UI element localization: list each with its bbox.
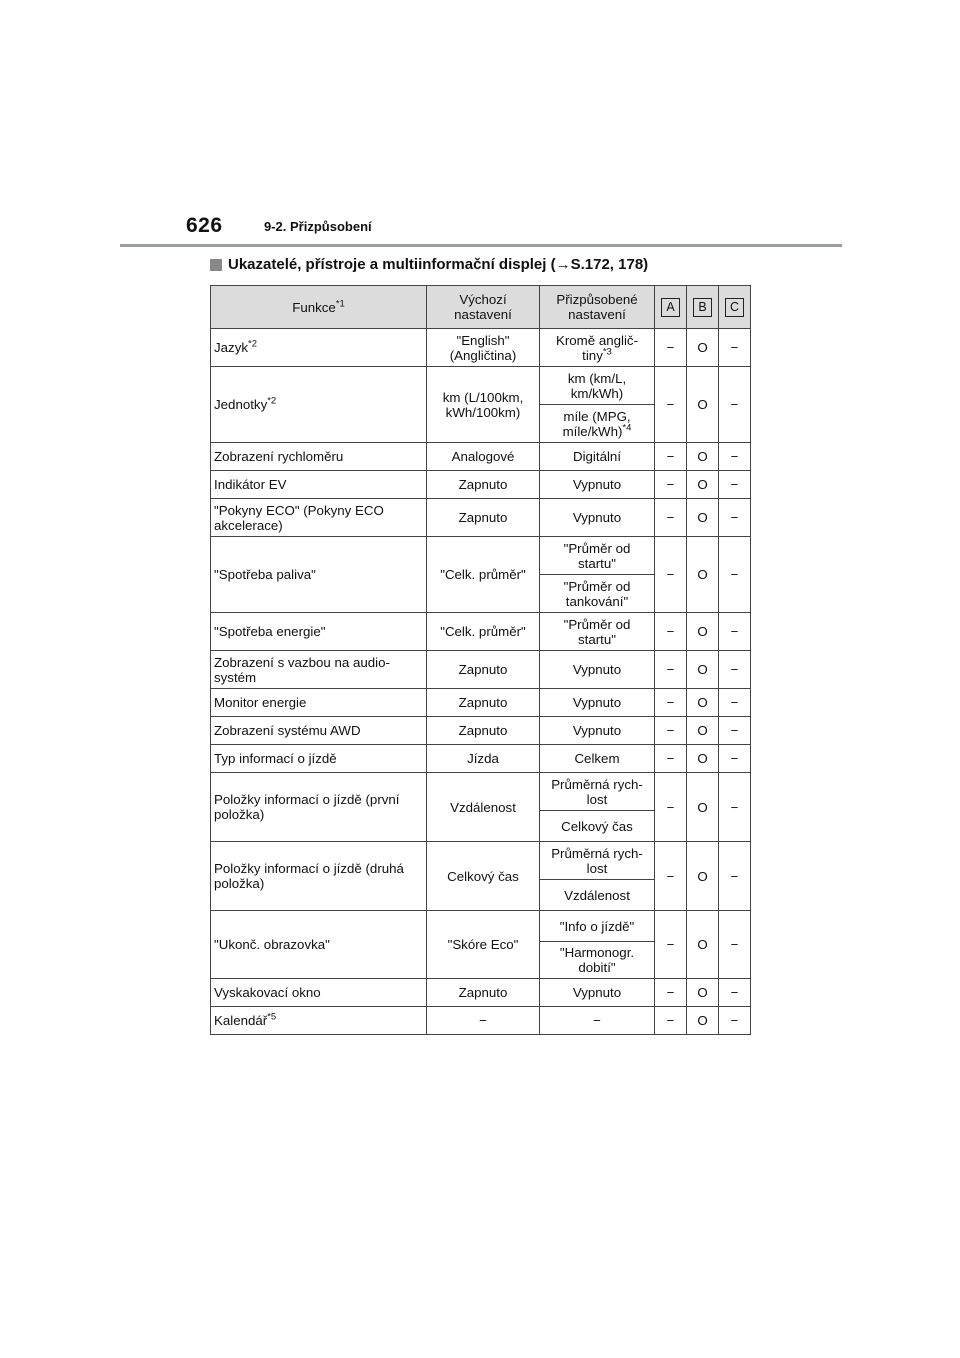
function-cell: Zobrazení systému AWD xyxy=(211,717,427,745)
table-row xyxy=(211,689,751,717)
mark-a: − xyxy=(655,499,687,537)
custom-cell: Vypnuto xyxy=(540,717,655,745)
header-c xyxy=(719,286,751,329)
heading-reference: →S.172, 178) xyxy=(555,256,649,273)
function-cell: Monitor energie xyxy=(211,689,427,717)
table-row xyxy=(211,745,751,773)
custom-cell: míle (MPG, míle/kWh)$^{*4}$ xyxy=(540,405,655,443)
function-cell: Kalendář$^{*5}$ xyxy=(211,1007,427,1035)
header-custom: Přizpůsobené nastavení xyxy=(540,286,655,329)
mark-b: O xyxy=(687,911,719,979)
default-cell: − xyxy=(427,1007,540,1035)
header-b xyxy=(687,286,719,329)
default-cell: Jízda xyxy=(427,745,540,773)
mark-a: − xyxy=(655,773,687,842)
table-row xyxy=(211,911,751,942)
mark-b: O xyxy=(687,745,719,773)
header-function: Funkce$^{*1}$ xyxy=(211,286,427,329)
function-cell: "Ukonč. obrazovka" xyxy=(211,911,427,979)
custom-cell: Celkem xyxy=(540,745,655,773)
custom-cell: Digitální xyxy=(540,443,655,471)
function-cell: Vyskakovací okno xyxy=(211,979,427,1007)
table-row xyxy=(211,842,751,880)
mark-c: − xyxy=(719,443,751,471)
mark-b: O xyxy=(687,842,719,911)
bullet-square-icon xyxy=(210,259,222,271)
function-cell: Položky informací o jízdě (druhá položka) xyxy=(211,842,427,911)
header-default: Výchozí nastavení xyxy=(427,286,540,329)
function-cell: Zobrazení s vazbou na audio-systém xyxy=(211,651,427,689)
mark-a: − xyxy=(655,537,687,613)
table-row xyxy=(211,613,751,651)
default-cell: "English" (Angličtina) xyxy=(427,329,540,367)
custom-cell: Vypnuto xyxy=(540,499,655,537)
mark-b: O xyxy=(687,717,719,745)
mark-c: − xyxy=(719,717,751,745)
c-label-icon: C xyxy=(725,298,744,317)
custom-cell: − xyxy=(540,1007,655,1035)
custom-cell: Průměrná rych-lost xyxy=(540,773,655,811)
table-row xyxy=(211,1007,751,1035)
custom-cell: Průměrná rych-lost xyxy=(540,842,655,880)
mark-a: − xyxy=(655,1007,687,1035)
table-row xyxy=(211,367,751,405)
function-cell: Jednotky$^{*2}$ xyxy=(211,367,427,443)
mark-a: − xyxy=(655,745,687,773)
mark-c: − xyxy=(719,613,751,651)
custom-cell: "Průměr od startu" xyxy=(540,537,655,575)
mark-a: − xyxy=(655,979,687,1007)
subsection-heading xyxy=(210,256,648,273)
custom-cell: Celkový čas xyxy=(540,811,655,842)
custom-cell: Vypnuto xyxy=(540,979,655,1007)
table-row xyxy=(211,773,751,811)
mark-c: − xyxy=(719,651,751,689)
a-label-icon: A xyxy=(661,298,680,317)
default-cell: Analogové xyxy=(427,443,540,471)
mark-b: O xyxy=(687,537,719,613)
mark-a: − xyxy=(655,911,687,979)
default-cell: km (L/100km, kWh/100km) xyxy=(427,367,540,443)
custom-cell: Vypnuto xyxy=(540,689,655,717)
custom-cell: "Průměr od startu" xyxy=(540,613,655,651)
mark-c: − xyxy=(719,367,751,443)
mark-c: − xyxy=(719,329,751,367)
default-cell: Zapnuto xyxy=(427,689,540,717)
mark-a: − xyxy=(655,689,687,717)
mark-a: − xyxy=(655,651,687,689)
mark-b: O xyxy=(687,329,719,367)
table-row xyxy=(211,717,751,745)
mark-c: − xyxy=(719,689,751,717)
mark-b: O xyxy=(687,367,719,443)
table-row xyxy=(211,651,751,689)
custom-cell: km (km/L, km/kWh) xyxy=(540,367,655,405)
mark-c: − xyxy=(719,911,751,979)
heading-text: Ukazatelé, přístroje a multiinformační displej ( xyxy=(228,256,556,273)
header-a xyxy=(655,286,687,329)
default-cell: Zapnuto xyxy=(427,717,540,745)
mark-c: − xyxy=(719,979,751,1007)
mark-b: O xyxy=(687,979,719,1007)
default-cell: "Celk. průměr" xyxy=(427,613,540,651)
custom-cell: "Harmonogr. dobití" xyxy=(540,942,655,979)
mark-a: − xyxy=(655,717,687,745)
mark-a: − xyxy=(655,471,687,499)
default-cell: Zapnuto xyxy=(427,979,540,1007)
mark-c: − xyxy=(719,842,751,911)
default-cell: Zapnuto xyxy=(427,471,540,499)
mark-c: − xyxy=(719,1007,751,1035)
mark-c: − xyxy=(719,471,751,499)
mark-b: O xyxy=(687,613,719,651)
mark-a: − xyxy=(655,443,687,471)
custom-cell: "Info o jízdě" xyxy=(540,911,655,942)
table-row xyxy=(211,471,751,499)
default-cell: Celkový čas xyxy=(427,842,540,911)
table-row xyxy=(211,499,751,537)
function-cell: Položky informací o jízdě (první položka) xyxy=(211,773,427,842)
mark-a: − xyxy=(655,842,687,911)
default-cell: "Celk. průměr" xyxy=(427,537,540,613)
default-cell: Zapnuto xyxy=(427,499,540,537)
custom-cell: Vzdálenost xyxy=(540,880,655,911)
custom-cell: Kromě anglič-tiny$^{*3}$ xyxy=(540,329,655,367)
mark-a: − xyxy=(655,329,687,367)
mark-a: − xyxy=(655,367,687,443)
mark-b: O xyxy=(687,773,719,842)
table-row xyxy=(211,329,751,367)
custom-cell: Vypnuto xyxy=(540,471,655,499)
function-cell: "Pokyny ECO" (Pokyny ECO akcelerace) xyxy=(211,499,427,537)
function-cell: "Spotřeba paliva" xyxy=(211,537,427,613)
mark-c: − xyxy=(719,537,751,613)
mark-a: − xyxy=(655,613,687,651)
table-header-row xyxy=(211,286,751,329)
custom-cell: "Průměr od tankování" xyxy=(540,575,655,613)
mark-b: O xyxy=(687,471,719,499)
mark-b: O xyxy=(687,651,719,689)
table-row xyxy=(211,979,751,1007)
function-cell: Zobrazení rychloměru xyxy=(211,443,427,471)
b-label-icon: B xyxy=(693,298,712,317)
table-row xyxy=(211,443,751,471)
section-title: 9-2. Přizpůsobení xyxy=(264,219,372,234)
page-number: 626 xyxy=(186,214,223,237)
function-cell: "Spotřeba energie" xyxy=(211,613,427,651)
function-cell: Typ informací o jízdě xyxy=(211,745,427,773)
custom-cell: Vypnuto xyxy=(540,651,655,689)
mark-c: − xyxy=(719,499,751,537)
mark-c: − xyxy=(719,773,751,842)
mark-b: O xyxy=(687,499,719,537)
default-cell: Zapnuto xyxy=(427,651,540,689)
table-row xyxy=(211,537,751,575)
default-cell: "Skóre Eco" xyxy=(427,911,540,979)
mark-c: − xyxy=(719,745,751,773)
mark-b: O xyxy=(687,443,719,471)
default-cell: Vzdálenost xyxy=(427,773,540,842)
mark-b: O xyxy=(687,689,719,717)
function-cell: Jazyk$^{*2}$ xyxy=(211,329,427,367)
function-cell: Indikátor EV xyxy=(211,471,427,499)
mark-b: O xyxy=(687,1007,719,1035)
header-divider xyxy=(120,244,842,247)
customization-table xyxy=(210,285,751,1035)
